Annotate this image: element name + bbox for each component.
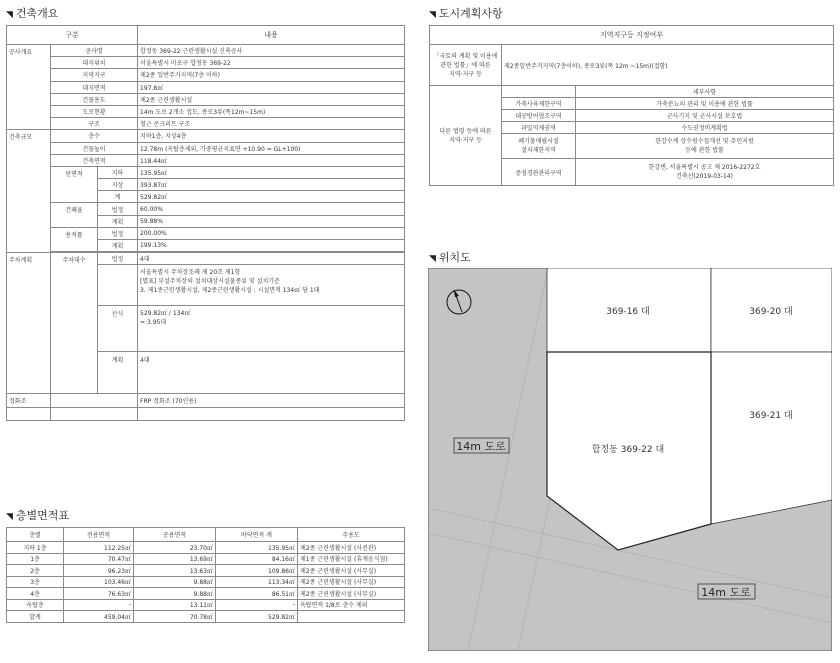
floor-cell: 4층 bbox=[7, 588, 64, 600]
floor-head-use: 주용도 bbox=[298, 528, 405, 542]
value-site-area: 197.8㎡ bbox=[138, 81, 405, 93]
triangle-marker-icon: ◥ bbox=[429, 254, 436, 264]
lot-label-369-20: 369-20 대 bbox=[749, 307, 793, 317]
road-label-south bbox=[698, 584, 755, 599]
label-bldg-area: 건축면적 bbox=[51, 154, 138, 166]
triangle-marker-icon: ◥ bbox=[6, 10, 13, 20]
value-parking-legal: 4대 bbox=[138, 253, 405, 265]
floor-cell: 13.11㎡ bbox=[134, 599, 216, 611]
urban-detail-landscape-line: 한강변, 서울특별시 공고 제 2016-2272호 bbox=[648, 164, 761, 171]
label-bcr: 건폐율 bbox=[51, 203, 98, 227]
label-use: 건물용도 bbox=[51, 93, 138, 105]
group-parking: 주차계획 bbox=[7, 253, 51, 394]
triangle-marker-icon: ◥ bbox=[429, 10, 436, 20]
floor-cell: 76.63㎡ bbox=[64, 588, 134, 600]
floor-cell: 9.88㎡ bbox=[134, 576, 216, 588]
floor-head-exclusive: 전용면적 bbox=[64, 528, 134, 542]
overview-title: ◥ 건축개요 bbox=[6, 7, 59, 20]
label-floors: 층수 bbox=[51, 130, 138, 142]
floor-cell: 제2종 근린생활시설 (사무실) bbox=[298, 588, 405, 600]
urban-detail-head: 세부사항 bbox=[576, 86, 834, 98]
floor-cell: 1층 bbox=[7, 553, 64, 565]
urban-national-label bbox=[430, 45, 502, 86]
value-bldg-area: 118.44㎡ bbox=[138, 154, 405, 166]
floor-cell: 70.78㎡ bbox=[134, 611, 216, 623]
label-project-name: 공사명 bbox=[51, 45, 138, 57]
urban-detail: 군사기지 및 군사시설 보호법 bbox=[576, 110, 834, 122]
label-height: 건물높이 bbox=[51, 142, 138, 154]
label-bcr-plan: 계획 bbox=[98, 215, 138, 227]
value-project-name: 합정동 369-22 근린생활시설 신축공사 bbox=[138, 45, 405, 57]
floor-cell: 제1종 근린생활시설 (휴게음식점) bbox=[298, 553, 405, 565]
lot-label-site: 합정동 369-22 대 bbox=[591, 445, 665, 455]
floor-table-title: ◥ 층별면적표 bbox=[6, 509, 70, 522]
value-far-plan: 199.13% bbox=[138, 240, 405, 252]
floor-cell: 70.47㎡ bbox=[64, 553, 134, 565]
urban-zone-waste bbox=[502, 134, 576, 159]
label-structure: 구조 bbox=[51, 118, 138, 130]
floor-cell: 13.63㎡ bbox=[134, 565, 216, 577]
value-zone: 제2종 일반주거지역(7층 이하) bbox=[138, 69, 405, 81]
label-location: 대지위치 bbox=[51, 57, 138, 69]
floor-cell: 103.46㎡ bbox=[64, 576, 134, 588]
urban-national-label-line: 지역·지구 등 bbox=[449, 70, 482, 78]
label-gfa-below: 지하 bbox=[98, 166, 138, 178]
floor-head-common: 공용면적 bbox=[134, 528, 216, 542]
urban-detail: 가축분뇨의 관리 및 이용에 관한 법률 bbox=[576, 98, 834, 110]
label-site-area: 대지면적 bbox=[51, 81, 138, 93]
table-row bbox=[7, 576, 405, 588]
road-label-west-text: 14m 도로 bbox=[456, 440, 506, 453]
floor-cell: 96.23㎡ bbox=[64, 565, 134, 577]
parking-calc bbox=[138, 306, 405, 352]
value-floors: 지하1층, 지상4층 bbox=[138, 130, 405, 142]
floor-cell: 109.86㎡ bbox=[216, 565, 298, 577]
floor-head-level: 층별 bbox=[7, 528, 64, 542]
table-row bbox=[7, 588, 405, 600]
label-road: 도로현황 bbox=[51, 105, 138, 117]
floor-cell: 459.04㎡ bbox=[64, 611, 134, 623]
label-bcr-legal: 법정 bbox=[98, 203, 138, 215]
floor-cell: 제2종 근린생활시설 (사무실) bbox=[298, 576, 405, 588]
floor-area-table bbox=[6, 527, 405, 623]
floor-cell: 112.25㎡ bbox=[64, 542, 134, 554]
triangle-marker-icon: ◥ bbox=[6, 512, 13, 522]
group-site: 공사개요 bbox=[7, 45, 51, 130]
group-scale: 건축규모 bbox=[7, 130, 51, 253]
value-use: 제2종 근린생활시설 bbox=[138, 93, 405, 105]
value-gfa-below: 135.95㎡ bbox=[138, 166, 405, 178]
floor-cell: - bbox=[64, 599, 134, 611]
label-parking-calc: 산식 bbox=[98, 306, 138, 352]
label-far-plan: 계획 bbox=[98, 240, 138, 252]
floor-cell: 3층 bbox=[7, 576, 64, 588]
urban-other-label-line: 다른 법령 등에 따른 bbox=[439, 127, 492, 135]
road-label-west bbox=[454, 438, 509, 453]
label-gfa-total: 계 bbox=[98, 191, 138, 203]
floor-cell: 135.95㎡ bbox=[216, 542, 298, 554]
floor-cell: 84.16㎡ bbox=[216, 553, 298, 565]
urban-zone-waste-line: 폐기물매립시설 bbox=[518, 138, 559, 145]
overview-head-category: 구분 bbox=[7, 26, 138, 45]
urban-detail-waste-line: 등에 관한 법률 bbox=[685, 147, 724, 154]
label-far-legal: 법정 bbox=[98, 227, 138, 239]
parking-calc-line-1: 529.82㎡ / 134㎡ bbox=[140, 310, 191, 318]
floor-cell: 113.34㎡ bbox=[216, 576, 298, 588]
urban-zone: 가축사육제한구역 bbox=[502, 98, 576, 110]
table-row bbox=[7, 553, 405, 565]
urban-detail-landscape bbox=[576, 159, 834, 186]
floor-cell: 13.69㎡ bbox=[134, 553, 216, 565]
value-height: 12.78m (옥탑층제외, 가중평균지표면 +10.90 = GL+100) bbox=[138, 142, 405, 154]
urban-detail: 수도권정비계획법 bbox=[576, 122, 834, 134]
label-parking-legal: 법정 bbox=[98, 253, 138, 265]
urban-zone: 대공방어협조구역 bbox=[502, 110, 576, 122]
floor-cell: 제2종 근린생활시설 (사무실) bbox=[298, 565, 405, 577]
floor-cell: - bbox=[216, 599, 298, 611]
table-row-total bbox=[7, 611, 405, 623]
urban-detail-landscape-line: 건축선(2019-03-14) bbox=[676, 173, 733, 180]
overview-table bbox=[6, 25, 405, 421]
label-gfa: 연면적 bbox=[51, 166, 98, 203]
floor-cell: 529.82㎡ bbox=[216, 611, 298, 623]
label-parking-count: 주차대수 bbox=[51, 253, 98, 394]
overview-head-content: 내용 bbox=[138, 26, 405, 45]
floor-cell: 옥탑층 bbox=[7, 599, 64, 611]
lot-369-21 bbox=[711, 352, 832, 524]
parking-calc-line-2: = 3.95대 bbox=[140, 319, 167, 327]
value-structure: 철근 콘크리트 구조 bbox=[138, 118, 405, 130]
table-row bbox=[7, 542, 405, 554]
urban-other-label bbox=[430, 86, 502, 186]
value-road: 14m 도로 2개소 접도, 종로3류(폭12m~15m) bbox=[138, 105, 405, 117]
value-parking-plan: 4대 bbox=[138, 352, 405, 394]
urban-other-label-line: 지역·지구 등 bbox=[449, 136, 482, 144]
table-row bbox=[7, 565, 405, 577]
floor-cell: 2층 bbox=[7, 565, 64, 577]
location-map-title: ◥ 위치도 bbox=[429, 251, 471, 264]
table-row bbox=[7, 599, 405, 611]
label-far: 용적률 bbox=[51, 227, 98, 251]
value-far-legal: 200.00% bbox=[138, 227, 405, 239]
parking-basis-line-2: [별표] 부설주차장의 설치대상시설물종류 및 설치기준 bbox=[140, 278, 280, 286]
floor-head-total: 바닥면적 계 bbox=[216, 528, 298, 542]
location-map bbox=[428, 268, 832, 651]
urban-zone-waste-line: 설치제한지역 bbox=[521, 147, 556, 154]
urban-title: ◥ 도시계획사항 bbox=[429, 7, 503, 20]
floor-cell: 86.51㎡ bbox=[216, 588, 298, 600]
value-bcr-legal: 60.00% bbox=[138, 203, 405, 215]
floor-cell: 9.88㎡ bbox=[134, 588, 216, 600]
urban-detail-waste-line: 한강수계 상수원수질개선 및 주민지원 bbox=[655, 138, 754, 145]
value-bcr-plan: 59.88% bbox=[138, 215, 405, 227]
lot-label-369-16: 369-16 대 bbox=[606, 307, 650, 317]
group-septic: 정화조 bbox=[7, 394, 51, 408]
urban-national-label-line: 관한 법률」에 따른 bbox=[440, 61, 491, 69]
urban-national-value: 제2종일반주거지역(7층이하), 종로3류(폭 12m ~15m)(접함) bbox=[502, 45, 834, 86]
urban-detail-waste bbox=[576, 134, 834, 159]
floor-cell: 23.70㎡ bbox=[134, 542, 216, 554]
parking-basis bbox=[138, 265, 405, 306]
label-gfa-above: 지상 bbox=[98, 179, 138, 191]
road-label-south-text: 14m 도로 bbox=[701, 586, 751, 599]
floor-cell: 제2종 근린생활시설 (사진관) bbox=[298, 542, 405, 554]
floor-cell: 지하 1층 bbox=[7, 542, 64, 554]
parking-basis-line-1: 서울특별시 주차장조례 제 20조 제1항 bbox=[140, 269, 241, 277]
value-gfa-above: 393.87㎡ bbox=[138, 179, 405, 191]
parking-basis-line-3: 3. 제1종근린생활시설, 제2종근린생활시설 : 시설면적 134㎡ 당 1대 bbox=[140, 287, 320, 295]
floor-cell: 옥탑면적 1/8로 층수 제외 bbox=[298, 599, 405, 611]
floor-cell bbox=[298, 611, 405, 623]
label-zone: 지역지구 bbox=[51, 69, 138, 81]
lot-label-369-21: 369-21 대 bbox=[749, 411, 793, 421]
urban-national-label-line: 「국토의 계획 및 이용에 bbox=[433, 52, 498, 60]
value-gfa-total: 529.82㎡ bbox=[138, 191, 405, 203]
urban-zone: 과밀억제권역 bbox=[502, 122, 576, 134]
urban-plan-table bbox=[429, 25, 834, 186]
floor-cell: 합계 bbox=[7, 611, 64, 623]
urban-head: 지역지구등 지정여부 bbox=[430, 26, 834, 45]
value-septic: FRP 정화조 (70인용) bbox=[138, 394, 405, 408]
value-location: 서울특별시 마포구 합정동 369-22 bbox=[138, 57, 405, 69]
label-parking-plan: 계획 bbox=[98, 352, 138, 394]
urban-zone-landscape: 중점경관관리구역 bbox=[502, 159, 576, 186]
